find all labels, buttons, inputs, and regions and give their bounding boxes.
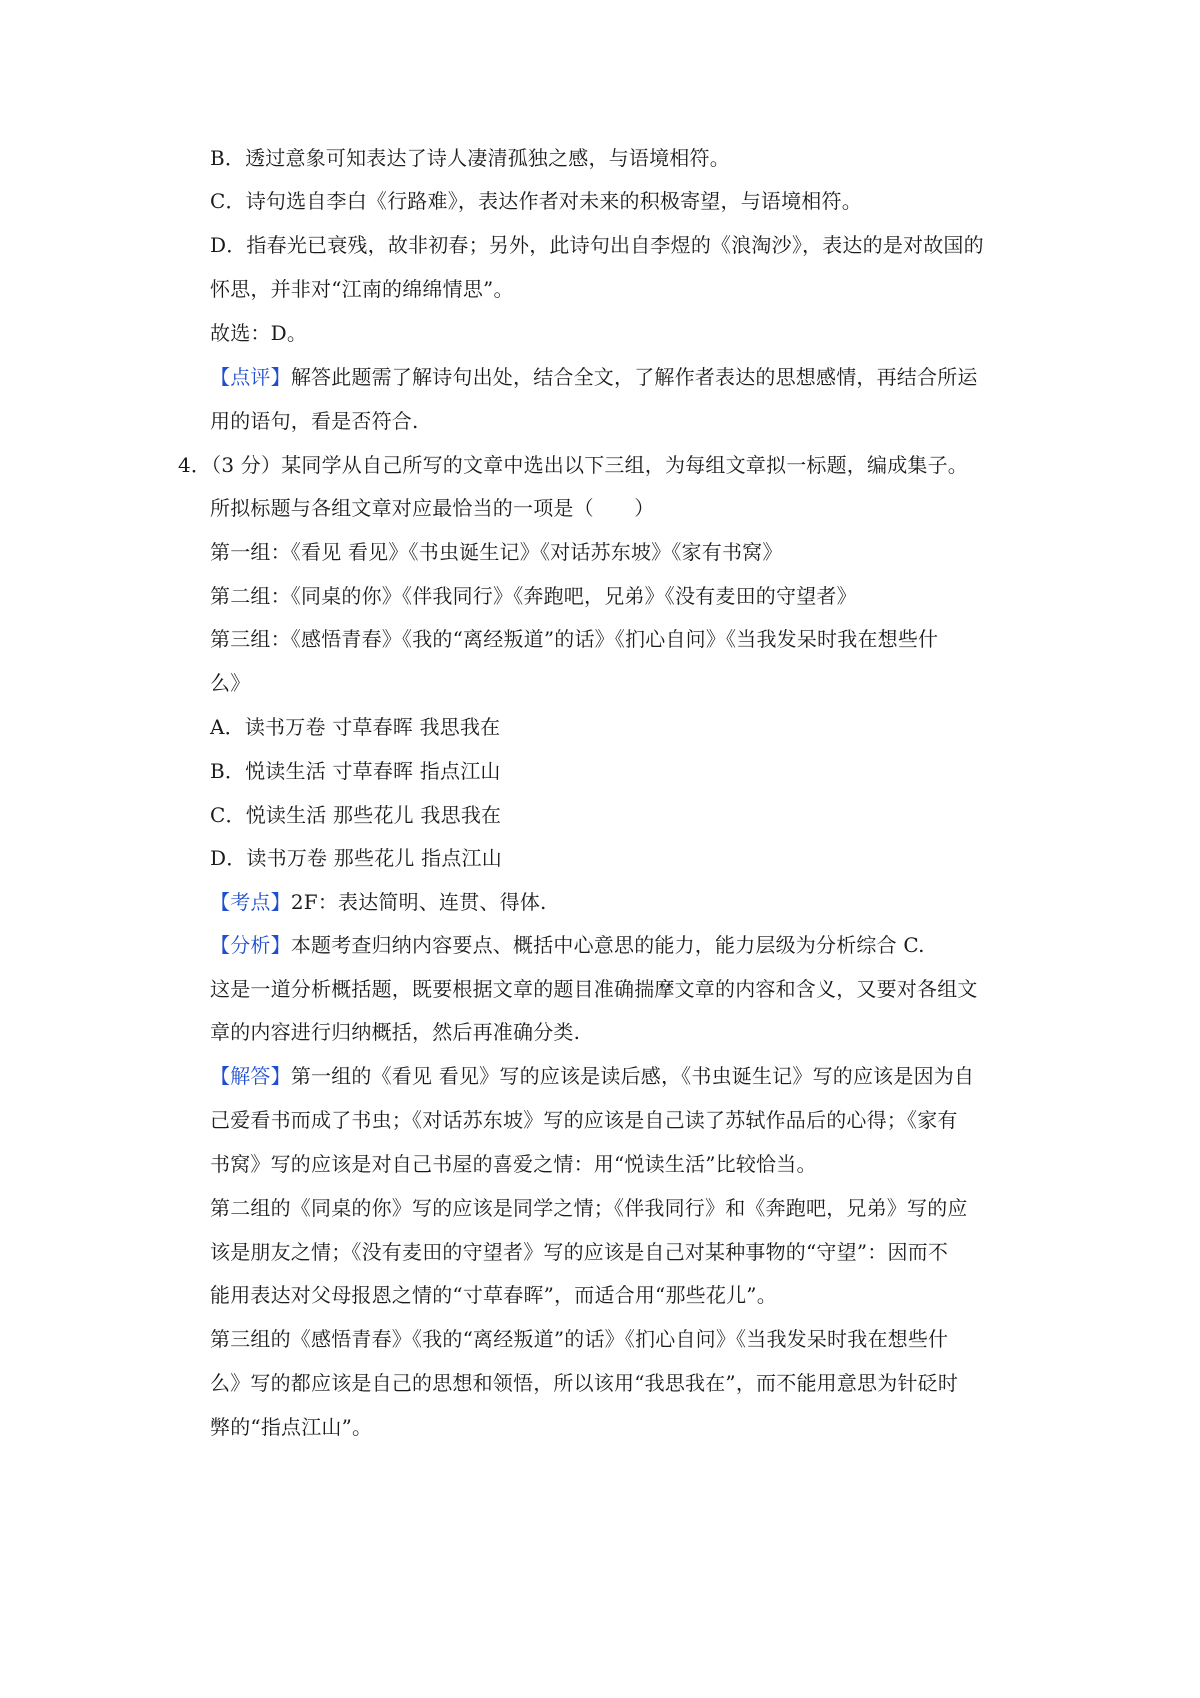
solution-tag: 【解答】 — [210, 1064, 291, 1088]
q4-solution-line8: 么》写的都应该是自己的思想和领悟，所以该用“我思我在”，而不能用意思为针砭时 — [210, 1371, 959, 1395]
q3-review-line2: 用的语句，看是否符合. — [210, 409, 419, 433]
q4-group-3-line1: 第三组：《感悟青春》《我的“离经叛道”的话》《扪心自问》《当我发呆时我在想些什 — [210, 627, 939, 651]
solution-text: 第一组的《看见 看见》写的应该是读后感，《书虫诞生记》写的应该是因为自 — [290, 1064, 975, 1088]
q4-group-3-line2: 么》 — [210, 671, 251, 695]
q4-group-1: 第一组：《看见 看见》《书虫诞生记》《对话苏东坡》《家有书窝》 — [210, 540, 783, 564]
point-text: 2F：表达简明、连贯、得体. — [290, 890, 547, 914]
q4-solution-line2: 己爱看书而成了书虫；《对话苏东坡》写的应该是自己读了苏轼作品后的心得；《家有 — [210, 1108, 958, 1132]
q4-stem-line2: 所拟标题与各组文章对应最恰当的一项是（ ） — [210, 496, 655, 520]
q4-solution-line7: 第三组的《感悟青春》《我的“离经叛道”的话》《扪心自问》《当我发呆时我在想些什 — [210, 1327, 949, 1351]
q4-solution-line3: 书窝》写的应该是对自己书屋的喜爱之情：用“悦读生活”比较恰当。 — [210, 1152, 817, 1176]
q4-solution-line5: 该是朋友之情；《没有麦田的守望者》写的应该是自己对某种事物的“守望”：因而不 — [210, 1240, 949, 1264]
q4-solution-line4: 第二组的《同桌的你》写的应该是同学之情；《伴我同行》和《奔跑吧，兄弟》写的应 — [210, 1196, 968, 1220]
q4-group-2: 第二组：《同桌的你》《伴我同行》《奔跑吧，兄弟》《没有麦田的守望者》 — [210, 584, 857, 608]
q4-analysis-line1 — [210, 931, 1030, 959]
q4-option-b: B．悦读生活 寸草春晖 指点江山 — [210, 759, 501, 783]
analysis-tag: 【分析】 — [210, 933, 291, 957]
q4-option-d: D．读书万卷 那些花儿 指点江山 — [210, 846, 502, 870]
point-tag: 【考点】 — [210, 890, 291, 914]
review-text: 解答此题需了解诗句出处，结合全文，了解作者表达的思想感情，再结合所运 — [290, 365, 978, 389]
q3-option-c: C．诗句选自李白《行路难》，表达作者对未来的积极寄望，与语境相符。 — [210, 189, 862, 213]
review-tag: 【点评】 — [210, 365, 291, 389]
q4-solution-line9: 弊的“指点江山”。 — [210, 1415, 373, 1439]
q4-option-c: C．悦读生活 那些花儿 我思我在 — [210, 803, 502, 827]
q4-solution-line1 — [210, 1062, 1030, 1090]
q3-option-d-line2: 怀思，并非对“江南的绵绵情思”。 — [210, 277, 514, 301]
q4-analysis-line3: 章的内容进行归纳概括，然后再准确分类. — [210, 1020, 581, 1044]
q4-solution-line6: 能用表达对父母报恩之情的“寸草春晖”，而适合用“那些花儿”。 — [210, 1283, 777, 1307]
q4-analysis-line2: 这是一道分析概括题，既要根据文章的题目准确揣摩文章的内容和含义，又要对各组文 — [210, 977, 978, 1001]
q3-option-d-line1: D．指春光已衰残，故非初春；另外，此诗句出自李煜的《浪淘沙》，表达的是对故国的 — [210, 233, 984, 257]
q3-review-line1 — [210, 363, 1030, 391]
analysis-text: 本题考查归纳内容要点、概括中心意思的能力，能力层级为分析综合 C. — [290, 933, 925, 957]
q3-option-b: B．透过意象可知表达了诗人凄清孤独之感，与语境相符。 — [210, 146, 730, 170]
q4-stem-line1: 4．（3 分）某同学从自己所写的文章中选出以下三组，为每组文章拟一标题，编成集子。 — [178, 453, 969, 477]
q4-option-a: A．读书万卷 寸草春晖 我思我在 — [210, 715, 501, 739]
q3-answer: 故选：D。 — [210, 321, 308, 345]
q4-point — [210, 888, 1030, 916]
